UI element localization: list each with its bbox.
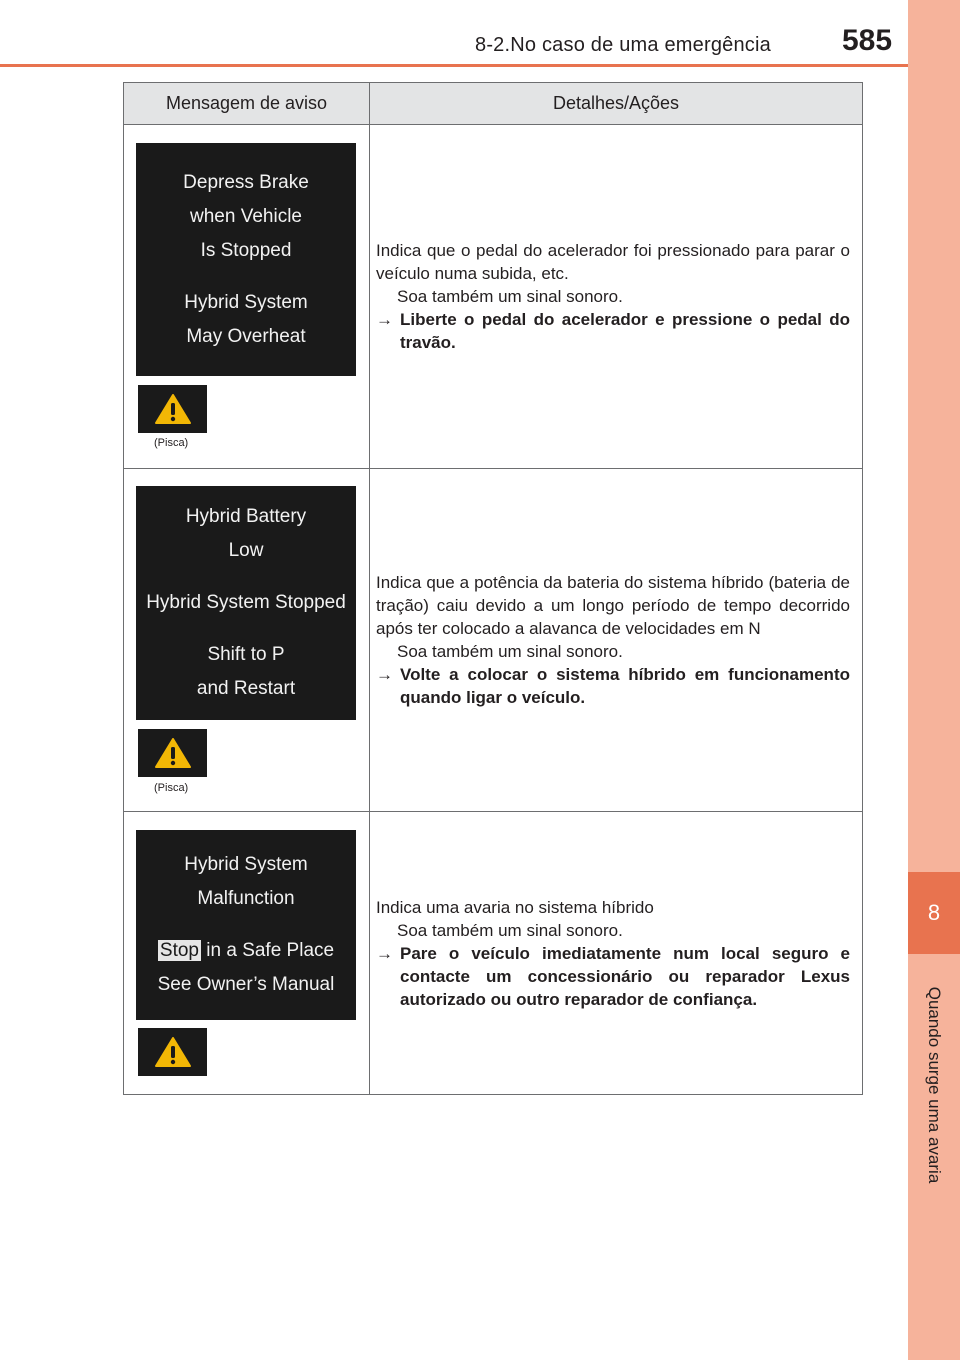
sound-note: Soa também um sinal sonoro.: [397, 642, 623, 661]
warning-triangle-icon: [154, 393, 192, 425]
table-header-row: [124, 83, 862, 125]
display-line: May Overheat: [186, 325, 306, 347]
message-cell: [124, 469, 370, 811]
display-line: Hybrid System: [184, 291, 308, 313]
details-cell: [370, 812, 862, 1094]
details-cell: [370, 125, 862, 468]
warning-triangle-icon: [154, 737, 192, 769]
table-row: [124, 125, 862, 469]
display-line: when Vehicle: [190, 205, 302, 227]
action-text: Pare o veículo imediatamente num local seguro e contacte um concessionário ou reparador Lexus autorizado ou outro reparador de confiança.: [400, 943, 850, 1009]
display-line: Low: [228, 540, 264, 561]
section-title: 8-2.No caso de uma emergência: [475, 34, 771, 56]
display-line: Is Stopped: [200, 239, 292, 261]
action-instruction: [376, 308, 850, 354]
header-divider: [0, 64, 908, 67]
sound-note: Soa também um sinal sonoro.: [397, 287, 623, 306]
page-number: 585: [842, 24, 893, 57]
multi-display-message: [136, 486, 356, 720]
warning-light: [138, 1028, 207, 1076]
column-header-message: Mensagem de aviso: [124, 83, 370, 124]
display-line: Hybrid System Stopped: [146, 592, 346, 613]
blink-note: (Pisca): [154, 782, 189, 794]
warning-light: [138, 385, 207, 433]
table-row: [124, 469, 862, 812]
multi-display-message: [136, 143, 356, 376]
details-text: Indica que a potência da bateria do sistema híbrido (bateria de tração) caiu devido a um longo período de tempo decorrido após ter colocado a alavanca de velocidades em N: [376, 573, 850, 638]
details-cell: [370, 469, 862, 811]
display-line: Malfunction: [197, 888, 295, 909]
display-line-stop: [136, 934, 356, 968]
display-line: See Owner’s Manual: [157, 974, 335, 995]
display-line: and Restart: [196, 678, 296, 699]
display-line: Depress Brake: [183, 171, 309, 193]
display-line: Hybrid System: [184, 854, 308, 875]
message-cell: [124, 125, 370, 468]
chapter-number-tab: 8: [908, 872, 960, 954]
sound-note: Soa também um sinal sonoro.: [397, 920, 623, 940]
arrow-icon: →: [376, 310, 393, 329]
blink-note: (Pisca): [154, 437, 189, 449]
display-line: Shift to P: [207, 644, 285, 665]
table-row: [124, 812, 862, 1094]
stop-highlight: Stop: [159, 940, 199, 961]
arrow-icon: →: [376, 665, 393, 684]
warning-triangle-icon: [154, 1036, 192, 1068]
action-instruction: [376, 942, 850, 1011]
column-header-details: Detalhes/Ações: [552, 93, 680, 113]
details-text: Indica que o pedal do acelerador foi pressionado para parar o veículo numa subida, etc.: [376, 241, 850, 283]
display-line: Hybrid Battery: [185, 506, 307, 527]
action-text: Liberte o pedal do acelerador e pressione o pedal do travão.: [400, 310, 850, 352]
action-text: Volte a colocar o sistema híbrido em funcionamento quando ligar o veículo.: [400, 665, 850, 707]
display-line: in a Safe Place: [206, 940, 335, 961]
action-instruction: [376, 663, 850, 709]
chapter-title-vertical: Quando surge uma avaria: [925, 986, 944, 1184]
warning-messages-table: [123, 82, 863, 1095]
message-cell: [124, 812, 370, 1094]
arrow-icon: →: [376, 943, 393, 963]
warning-light: [138, 729, 207, 777]
multi-display-message: [136, 830, 356, 1020]
details-text: Indica uma avaria no sistema híbrido: [376, 897, 654, 917]
